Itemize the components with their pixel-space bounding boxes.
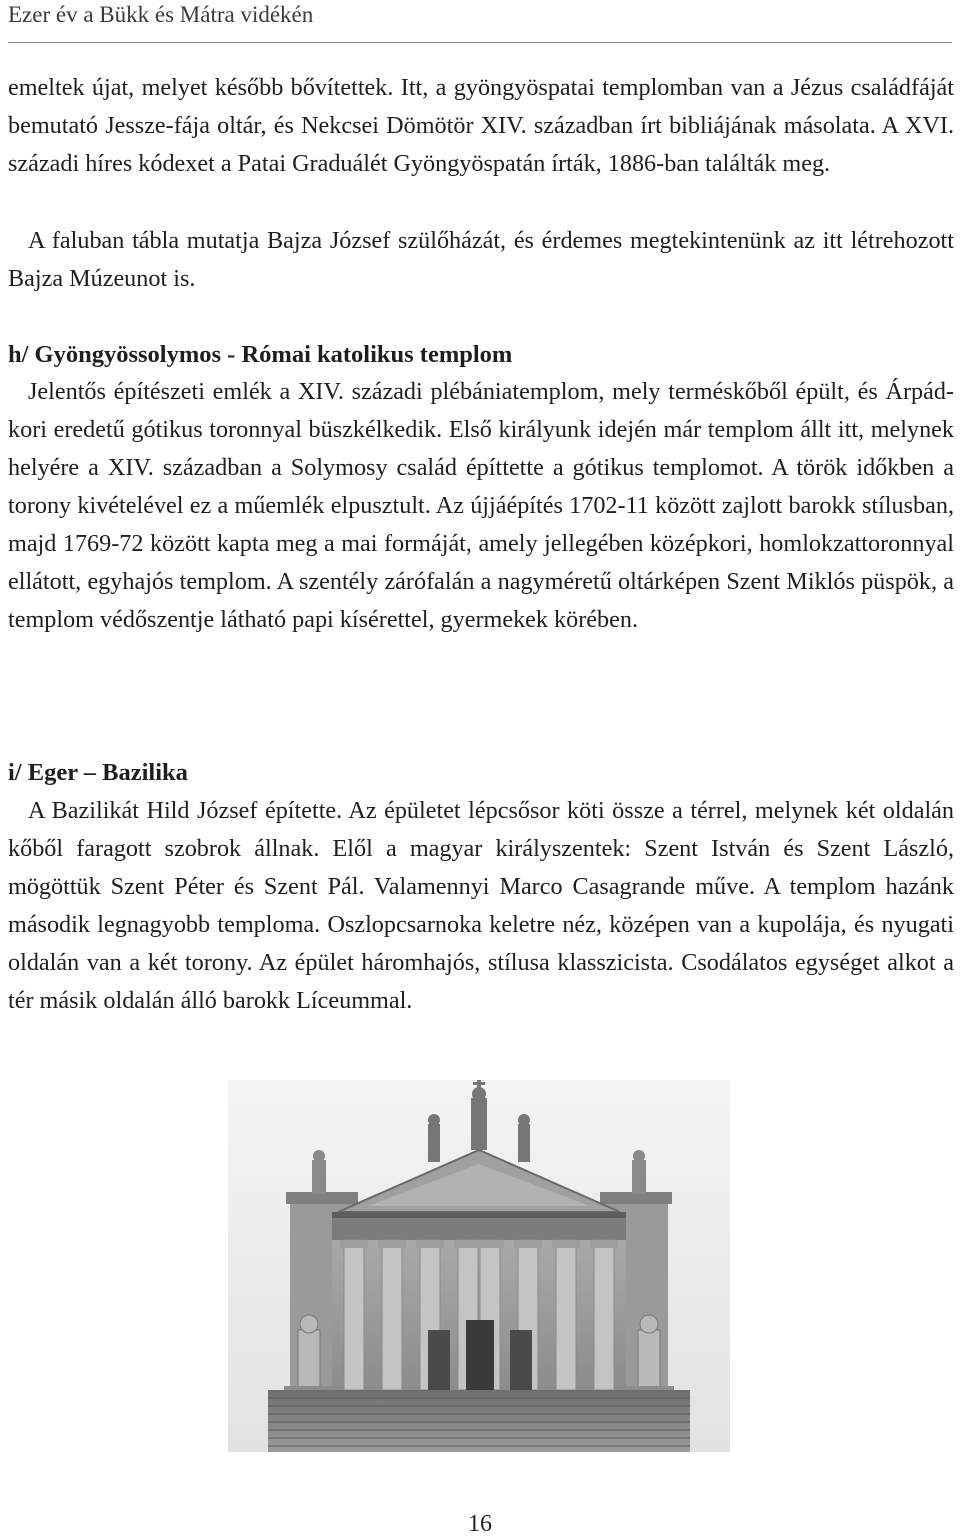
paragraph-gyongyossolymos: Jelentős építészeti emlék a XIV. századi plébániatemplom, mely terméskőből épült, és Árpád-kori eredetű gótikus toronnyal büszkélkedik. Első királyunk idején már templom állt itt, melynek helyére a XIV. században a Solymosy család építtette a gótikus templomot. A török időkben a torony kivételével ez a műemlék elpusztult. Az újjáépítés 1702-11 között zajlott barokk stílusban, majd 1769-72 között kapta meg a mai formáját, amely jellegében középkori, homlokzattoronnyal ellátott, egyhajós templom. A szentély zárófalán a nagyméretű oltárképen Szent Miklós püspök, a templom védőszentje látható papi kísérettel, gyermekek körében. <box>8 378 954 633</box>
basilica-photo <box>228 1080 730 1452</box>
paragraph-bajza: A faluban tábla mutatja Bajza József szülőházát, és érdemes megtekintenünk az itt létrehozott Bajza Múzeunot is. <box>8 227 954 292</box>
running-header <box>8 0 952 43</box>
paragraph-eger: A Bazilikát Hild József építette. Az épületet lépcsősor köti össze a térrel, melynek két oldalán kőből faragott szobrok állnak. Elől a magyar királyszentek: Szent István és Szent László, mögöttük Szent Péter és Szent Pál. Valamennyi Marco Casagrande műve. A templom hazánk második legnagyobb temploma. Oszlopcsarnoka keletre néz, középen van a kupolája, és nyugati oldalán van a két torony. Az épület háromhajós, stílusa klasszicista. Csodálatos egységet alkot a tér másik oldalán álló barokk Líceummal. <box>8 797 954 1014</box>
section-heading-gyongyossolymos: h/ Gyöngyössolymos - Római katolikus templom <box>8 341 513 368</box>
section-heading-eger: i/ Eger – Bazilika <box>8 759 188 786</box>
running-title: Ezer év a Bükk és Mátra vidékén <box>8 2 314 27</box>
page-number: 16 <box>468 1511 492 1537</box>
paragraph-gyongyospata: emeltek újat, melyet később bővítettek. Itt, a gyöngyöspatai templomban van a Jézus családfáját bemutató Jessze-fája oltár, és Nekcsei Dömötör XIV. században írt bibliájának másolata. A XVI. századi híres kódexet a Patai Graduálét Gyöngyöspatán írták, 1886-ban találták meg. <box>8 74 954 177</box>
